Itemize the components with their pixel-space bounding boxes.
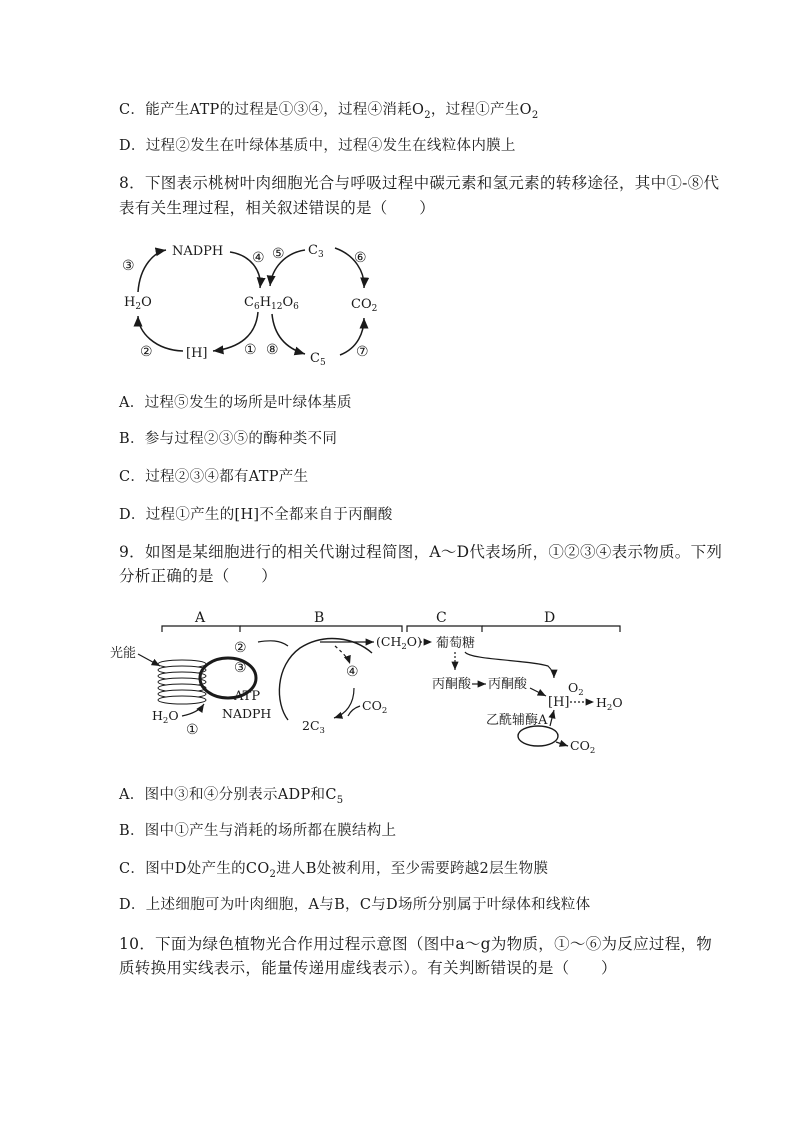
q10-stem-line1: 10．下面为绿色植物光合作用过程示意图（图中a～g为物质，①～⑥为反应过程，物 (119, 935, 713, 953)
q8-num-8: ⑧ (266, 342, 279, 358)
q9-num-3: ③ (234, 660, 247, 676)
q8-option-b: B．参与过程②③⑤的酶种类不同 (119, 431, 338, 447)
q9-arrow-glucose-h (465, 652, 554, 678)
q9-diagram (110, 608, 630, 758)
q8-num-5: ⑤ (272, 246, 285, 262)
q9-krebs-cycle (518, 726, 558, 746)
q9-h2o-right: $H_2O$ (596, 695, 623, 713)
q8-option-d: D．过程①产生的[H]不全都来自于丙酮酸 (119, 507, 393, 523)
q9-h2o: $H_2O$ (152, 708, 179, 726)
q10-stem-line2: 质转换用实线表示，能量传递用虚线表示）。有关判断错误的是（ ） (119, 959, 617, 977)
q8-glucose: $C_6H_{12}O_6$ (244, 295, 299, 312)
q9-num-2: ② (234, 640, 247, 656)
q8-co2: $CO_2$ (351, 297, 378, 314)
q8-stem-line1: 8．下图表示桃树叶肉细胞光合与呼吸过程中碳元素和氢元素的转移途径，其中①-⑧代 (119, 174, 720, 192)
q9-bracket-c (407, 626, 482, 632)
q8-num-4: ④ (252, 250, 265, 266)
q9-co2-left: $CO_2$ (362, 698, 388, 716)
q9-arrow-c3 (334, 688, 354, 718)
q9-light-arrow (138, 654, 160, 666)
q9-thylakoid-stack (158, 660, 206, 704)
q8-c5: $C_5$ (310, 351, 326, 368)
q9-o2: $O_2$ (568, 680, 584, 698)
q9-label-d: D (544, 610, 556, 626)
q9-bracket-d (482, 626, 620, 632)
q8-stem-line2: 表有关生理过程，相关叙述错误的是（ ） (119, 199, 436, 217)
q9-label-a: A (195, 610, 206, 626)
q9-arrow-co2-out (556, 742, 568, 746)
q9-ch2o: $(CH_2O)$ (376, 634, 422, 652)
q9-light: 光能 (110, 646, 137, 661)
q8-option-a: A．过程⑤发生的场所是叶绿体基质 (119, 395, 352, 411)
q9-atp: ATP (234, 689, 261, 704)
q8-option-c: C．过程②③④都有ATP产生 (119, 469, 309, 485)
q9-label-b: B (314, 610, 325, 626)
q9-label-c: C (436, 610, 447, 626)
q9-pyruvate-1: 丙酮酸 (432, 677, 472, 692)
q8-num-6: ⑥ (354, 250, 367, 266)
q9-bracket-b (240, 626, 402, 632)
q9-num-4: ④ (346, 664, 359, 680)
q9-pyruvate-2: 丙酮酸 (488, 677, 528, 692)
q8-num-7: ⑦ (356, 344, 369, 360)
q9-option-a: A．图中③和④分别表示ADP和$C_5$ (119, 787, 344, 806)
q9-arrow-to-atp (258, 641, 288, 646)
q8-num-2: ② (140, 344, 153, 360)
q9-co2-right: $CO_2$ (570, 738, 596, 756)
q9-c3: $2C_3$ (302, 718, 325, 736)
q9-option-b: B．图中①产生与消耗的场所都在膜结构上 (119, 823, 397, 839)
q9-arrow-up-h (550, 710, 554, 726)
q9-h2o-arrow (182, 704, 204, 716)
q7-option-c: C．能产生ATP的过程是①③④，过程④消耗$O_2$，过程①产生$O_2$ (119, 102, 539, 121)
q9-nadph: NADPH (222, 706, 272, 721)
q9-arrow-to-h (530, 688, 546, 696)
q8-h2o: $H_2O$ (124, 295, 152, 312)
q9-acetyl-coa: 乙酰辅酶A (486, 713, 548, 728)
q9-option-c: C．图中D处产生的$CO_2$进人B处被利用，至少需要跨越2层生物膜 (119, 861, 549, 880)
q9-dashed-4 (335, 646, 350, 664)
q8-num-1: ① (244, 342, 257, 358)
q9-num-1: ① (186, 722, 199, 738)
q8-h: [H] (186, 346, 208, 361)
q9-co2-in-arrow (348, 706, 360, 716)
q8-c3: $C_3$ (308, 243, 324, 260)
q8-arrow-3 (138, 250, 166, 292)
q9-glucose: 葡萄糖 (436, 636, 476, 651)
q8-diagram (100, 230, 420, 375)
q7-option-d: D．过程②发生在叶绿体基质中，过程④发生在线粒体内膜上 (119, 138, 516, 154)
q9-h: [H] (548, 695, 570, 710)
q9-bracket-a (162, 626, 240, 632)
q9-option-d: D．上述细胞可为叶肉细胞，A与B，C与D场所分别属于叶绿体和线粒体 (119, 897, 591, 913)
q8-num-3: ③ (122, 258, 135, 274)
q8-nadph: NADPH (172, 244, 224, 259)
q9-stem-line2: 分析正确的是（ ） (119, 567, 278, 585)
q9-stem-line1: 9．如图是某细胞进行的相关代谢过程简图，A～D代表场所，①②③④表示物质。下列 (119, 543, 723, 561)
